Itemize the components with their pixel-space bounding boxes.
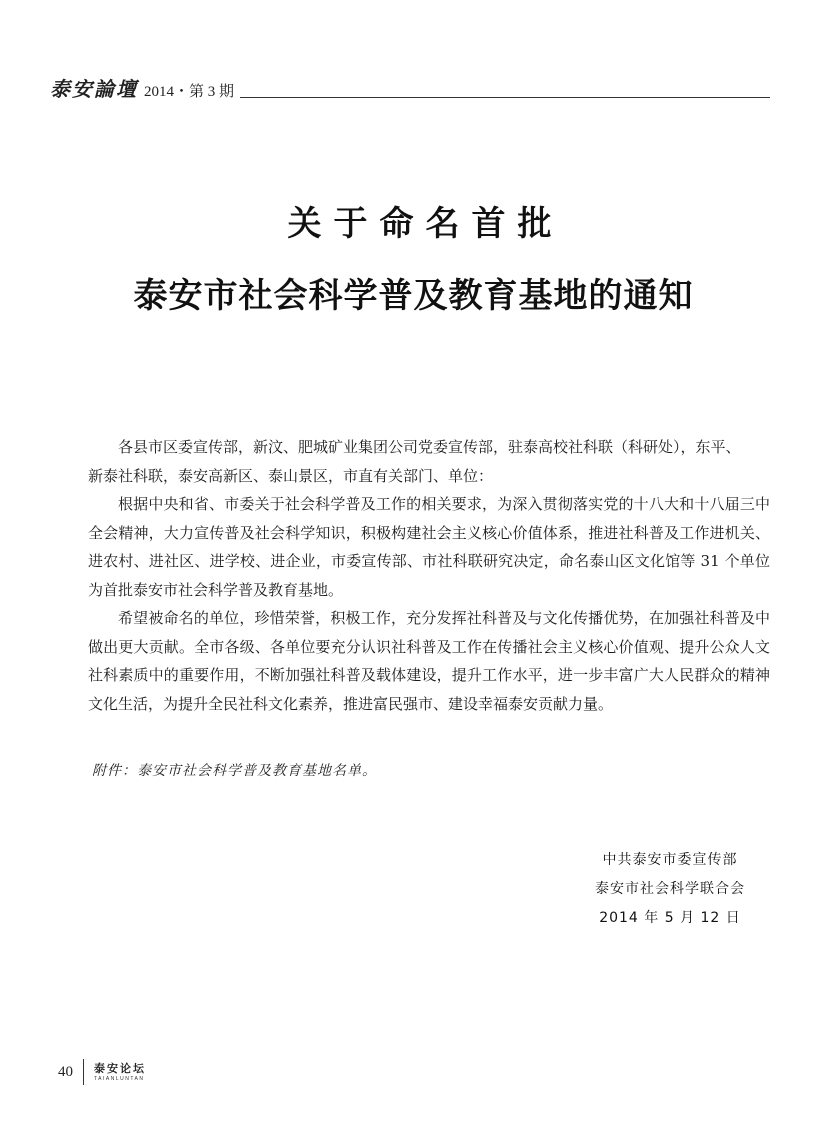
footer-brand-cn: 泰安论坛: [94, 1061, 146, 1075]
issue-label: 2014・第 3 期: [144, 84, 235, 100]
journal-name: 泰安論壇: [50, 77, 138, 101]
footer-brand-en: TAIANLUNTAN: [94, 1075, 145, 1082]
page-footer: [58, 1058, 146, 1086]
page-header: [50, 76, 770, 102]
footer-divider: [83, 1059, 84, 1085]
paragraph-2: 希望被命名的单位，珍惜荣誉，积极工作，充分发挥社科普及与文化传播优势，在加强社科普及中做出更大贡献。全市各级、各单位要充分认识社科普及工作在传播社会主义核心价值观、提升公众人文社科素质中的重要作用，不断加强社科普及载体建设，提升工作水平，进一步丰富广大人民群众的精神文化生活，为提升全民社科文化素养，推进富民强市、建设幸福泰安贡献力量。: [88, 609, 770, 713]
signature-org-2: 泰安市社会科学联合会: [595, 881, 745, 897]
signature-block: [570, 846, 770, 933]
signature-org-1: 中共泰安市委宣传部: [602, 852, 738, 868]
page-number: 40: [58, 1063, 73, 1080]
footer-brand: [94, 1062, 146, 1083]
title-line-1: 关于命名首批: [287, 204, 564, 244]
notice-body: [88, 433, 770, 718]
attachment-note: 附件：泰安市社会科学普及教育基地名单。: [92, 763, 377, 779]
title-line-2: 泰安市社会科学普及教育基地的通知: [133, 276, 694, 316]
header-rule: [240, 97, 770, 98]
paragraph-1: 根据中央和省、市委关于社会科学普及工作的相关要求，为深入贯彻落实党的十八大和十八届三中全会精神，大力宣传普及社会科学知识，积极构建社会主义核心价值体系，推进社科普及工作进机关、进农村、进社区、进学校、进企业，市委宣传部、市社科联研究决定，命名泰山区文化馆等 31 个单位为首批泰安市社会科学普及教育基地。: [88, 495, 770, 599]
signature-date: 2014 年 5 月 12 日: [599, 910, 741, 926]
salutation-line-2: 新泰社科联，泰安高新区、泰山景区，市直有关部门、单位：: [88, 466, 494, 485]
salutation-line-1: 各县市区委宣传部，新汶、肥城矿业集团公司党委宣传部，驻泰高校社科联（科研处），东平、: [118, 438, 741, 456]
